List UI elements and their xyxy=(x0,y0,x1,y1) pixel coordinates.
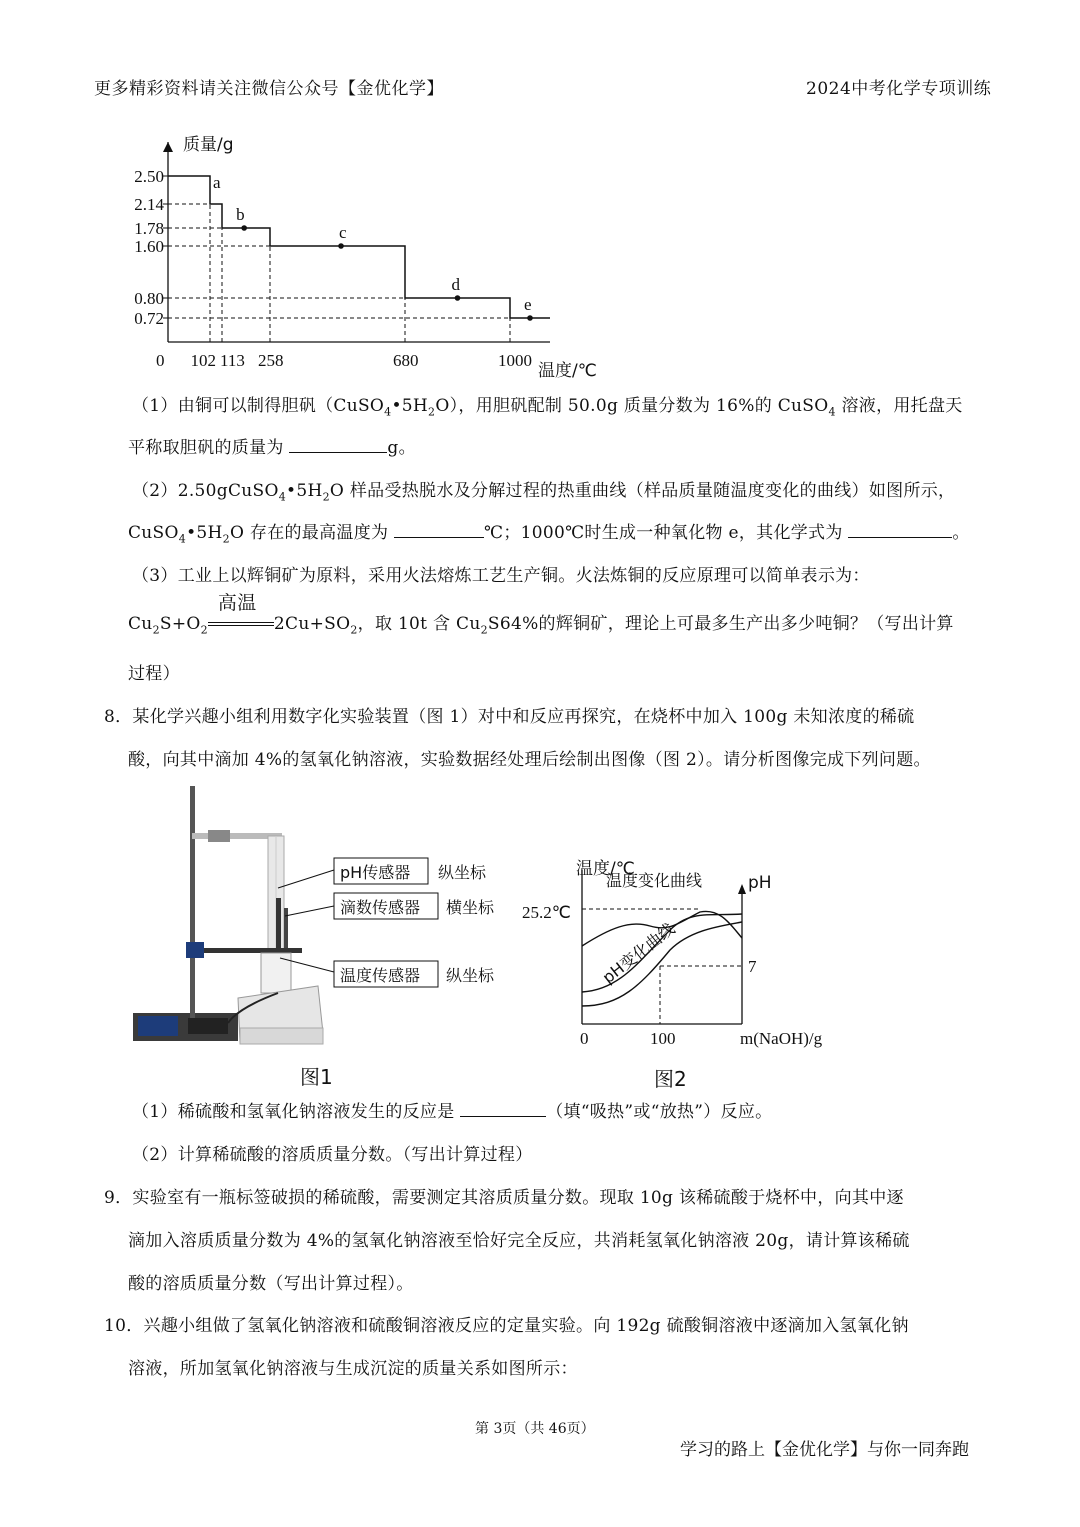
q7-sub3-line3: 过程） xyxy=(128,664,180,684)
q9-line3: 酸的溶质质量分数（写出计算过程）。 xyxy=(128,1274,414,1294)
y-tick-label: 0.80 xyxy=(134,289,164,308)
x-axis-label: 温度/℃ xyxy=(538,361,597,381)
figure1-apparatus xyxy=(128,778,528,1094)
point-label: e xyxy=(524,295,532,314)
temp-coord-label: 纵坐标 xyxy=(446,966,495,985)
answer-blank[interactable] xyxy=(394,523,484,538)
ph-coord-label: 纵坐标 xyxy=(438,863,487,882)
q7-sub1-line1: （1）由铜可以制得胆矾$(CuSO_4•5H_2O)$，用胆矾配制 50.0g 质量分数为 16%的 CuSO$_4$ 溶液，用托盘天 xyxy=(132,396,963,419)
y-tick-label: 2.14 xyxy=(134,195,164,214)
ph7-marker-label: 7 xyxy=(748,957,757,976)
beaker xyxy=(261,953,291,993)
y-tick-label: 0.72 xyxy=(134,309,164,328)
temp-marker-label: 25.2℃ xyxy=(522,903,571,922)
q9-line2: 滴加入溶质质量分数为 4%的氢氧化钠溶液至恰好完全反应，共消耗氢氧化钠溶液 20g，请计算该稀硫 xyxy=(128,1231,910,1251)
data-point xyxy=(241,225,247,231)
answer-blank[interactable] xyxy=(460,1102,546,1117)
drop-coord-label: 横坐标 xyxy=(446,898,495,917)
x-tick-origin: 0 xyxy=(580,1029,589,1048)
point-label: a xyxy=(213,173,221,192)
q7-sub3-line1: （3）工业上以辉铜矿为原料，采用火法熔炼工艺生产铜。火法炼铜的反应原理可以简单表示为： xyxy=(132,566,870,586)
point-label: b xyxy=(236,205,245,224)
ph-sensor-label: pH传感器 xyxy=(340,863,411,882)
y-axis-arrow xyxy=(163,142,173,152)
q9-line1: 9．实验室有一瓶标签破损的稀硫酸，需要测定其溶质质量分数。现取 10g 该稀硫酸于烧杯中，向其中逐 xyxy=(104,1188,904,1208)
ph-curve-label: pH变化曲线 xyxy=(598,919,679,988)
header-right: 2024中考化学专项训练 xyxy=(806,79,992,99)
figure2-caption: 图2 xyxy=(654,1067,687,1091)
origin-label: 0 xyxy=(156,351,165,370)
left-y-label: 温度/℃ xyxy=(576,859,635,879)
q7-sub2-line1: $(2)2.50gCuSO_4•5H_2O$ 样品受热脱水及分解过程的热重曲线（样品质量随温度变化的曲线）如图所示， xyxy=(132,481,956,504)
x-tick-label: 102 xyxy=(190,351,216,370)
answer-blank[interactable] xyxy=(848,523,952,538)
q7-sub1-line2: 平称取胆矾的质量为 g。 xyxy=(128,438,416,458)
header-left: 更多精彩资料请关注微信公众号【金优化学】 xyxy=(94,79,444,99)
iron-stand-rod xyxy=(190,786,195,1018)
tg-curve-chart xyxy=(100,128,640,390)
figure2-chart xyxy=(520,850,860,1094)
data-point xyxy=(338,243,344,249)
temp-sensor-label: 温度传感器 xyxy=(340,966,421,985)
page-number: 第 3页（共 46页） xyxy=(475,1421,595,1437)
pointer-line xyxy=(278,870,334,888)
y-tick-label: 1.78 xyxy=(134,219,164,238)
point-label: d xyxy=(451,275,460,294)
y-tick-label: 2.50 xyxy=(134,167,164,186)
footer-slogan: 学习的路上【金优化学】与你一同奔跑 xyxy=(680,1440,969,1460)
data-point xyxy=(455,295,461,301)
q8-sub1: （1）稀硫酸和氢氧化钠溶液发生的反应是 （填“吸热”或“放热”）反应。 xyxy=(132,1102,773,1122)
q8-line2: 酸，向其中滴加 4%的氢氧化钠溶液，实验数据经处理后绘制出图像（图 2）。请分析图像完成下列问题。 xyxy=(128,750,931,770)
q8-line1: 8．某化学兴趣小组利用数字化实验装置（图 1）对中和反应再探究，在烧杯中加入 100g 未知浓度的稀硫 xyxy=(104,707,915,727)
figure1-caption: 图1 xyxy=(300,1065,333,1089)
data-point xyxy=(527,315,533,321)
q10-line1: 10．兴趣小组做了氢氧化钠溶液和硫酸铜溶液反应的定量实验。向 192g 硫酸铜溶液中逐滴加入氢氧化钠 xyxy=(104,1316,909,1336)
data-logger xyxy=(138,1016,178,1036)
y-tick-label: 1.60 xyxy=(134,237,164,256)
right-y-axis-arrow xyxy=(738,884,746,894)
q7-equation-line: $Cu_2S+O_2$ 高温 $2Cu+SO_2$，取 10t 含 $Cu_2S64\%$的辉铜矿，理论上可最多生产出多少吨铜？（写出计算 xyxy=(128,592,954,637)
y-axis-label: 质量/g xyxy=(183,135,234,155)
x-tick-label: 258 xyxy=(258,351,284,370)
answer-blank[interactable] xyxy=(289,438,387,453)
q8-sub2: （2）计算稀硫酸的溶质质量分数。（写出计算过程） xyxy=(132,1145,533,1165)
x-tick-label: 1000 xyxy=(498,351,532,370)
pointer-line xyxy=(285,906,334,916)
point-label: c xyxy=(339,223,347,242)
reaction-condition: 高温 xyxy=(208,615,274,629)
right-y-label: pH xyxy=(748,873,772,893)
tg-curve xyxy=(168,176,550,318)
x-tick-label: 113 xyxy=(220,351,245,370)
x-tick-label: 680 xyxy=(393,351,419,370)
x-axis-label: m(NaOH)/g xyxy=(740,1029,823,1048)
temp-curve-label: 温度变化曲线 xyxy=(606,871,703,890)
drop-sensor-label: 滴数传感器 xyxy=(340,898,421,917)
q10-line2: 溶液，所加氢氧化钠溶液与生成沉淀的质量关系如图所示： xyxy=(128,1359,578,1379)
x-tick-100: 100 xyxy=(650,1029,676,1048)
q7-sub2-line2: $CuSO_4•5H_2O$ 存在的最高温度为 ℃；1000℃时生成一种氧化物 e，其化学式为 。 xyxy=(128,523,970,546)
